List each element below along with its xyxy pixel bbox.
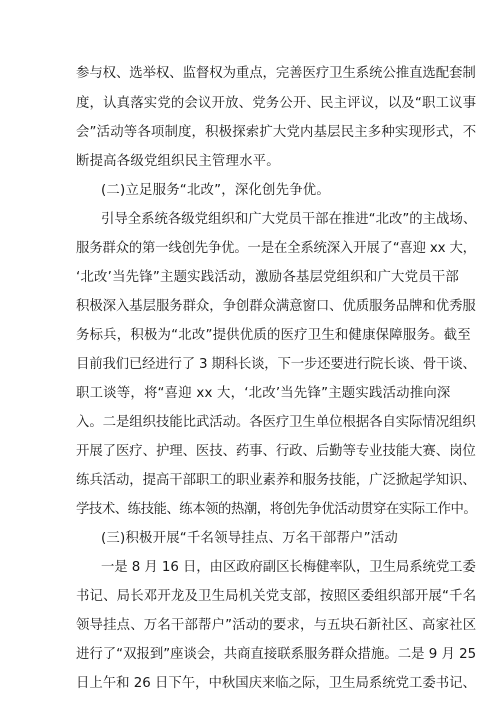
section-heading: (二)立足服务“北改”，深化创先争优。: [101, 183, 330, 198]
text-line: 断提高各级党组织民主管理水平。: [76, 154, 280, 169]
text-line: 书记、局长邓开龙及卫生局机关党支部，按照区委组织部开展“千名: [76, 589, 477, 604]
text-line: 学技术、练技能、练本领的热潮，将创先争优活动贯穿在实际工作中。: [76, 502, 477, 517]
text-line: 度，认真落实党的会议开放、党务公开、民主评议，以及“职工议事: [76, 96, 477, 111]
text-line: 开展了医疗、护理、医技、药事、行政、后勤等专业技能大赛、岗位: [76, 444, 476, 459]
text-line: 职工谈等，将“喜迎 xx 大，‘北改’当先锋”主题实践活动推向深: [76, 386, 451, 401]
text-line: ‘北改’当先锋”主题实践活动，激励各基层党组织和广大党员干部: [76, 270, 459, 285]
section-heading: (三)积极开展“千名领导挂点、万名干部帮户”活动: [101, 531, 398, 546]
text-line: 引导全系统各级党组织和广大党员干部在推进“北改”的主战场、: [101, 212, 477, 227]
text-line: 一是 8 月 16 日，由区政府副区长梅健率队，卫生局系统党工委: [101, 560, 476, 575]
text-line: 参与权、选举权、监督权为重点，完善医疗卫生系统公推直选配套制: [76, 66, 476, 81]
text-line: 服务群众的第一线创先争优。一是在全系统深入开展了“喜迎 xx 大，: [76, 241, 476, 256]
text-line: 目前我们已经进行了 3 期科长谈，下一步还要进行院长谈、骨干谈、: [76, 357, 476, 372]
text-line: 日上午和 26 日下午，中秋国庆来临之际，卫生局系统党工委书记、: [76, 676, 476, 691]
text-line: 入。二是组织技能比武活动。各医疗卫生单位根据各自实际情况组织: [76, 415, 476, 430]
text-line: 务标兵，积极为“北改”提供优质的医疗卫生和健康保障服务。截至: [76, 328, 471, 343]
text-line: 练兵活动，提高干部职工的职业素养和服务技能，广泛掀起学知识、: [76, 473, 476, 488]
text-line: 会”活动等各项制度，积极探索扩大党内基层民主多种实现形式，不: [76, 125, 477, 140]
text-line: 积极深入基层服务群众，争创群众满意窗口、优质服务品牌和优秀服: [76, 299, 476, 314]
text-line: 领导挂点、万名干部帮户”活动的要求，与五块石新社区、高家社区: [76, 618, 477, 633]
text-line: 进行了“双报到”座谈会，共商直接联系服务群众措施。二是 9 月 25: [76, 647, 477, 662]
